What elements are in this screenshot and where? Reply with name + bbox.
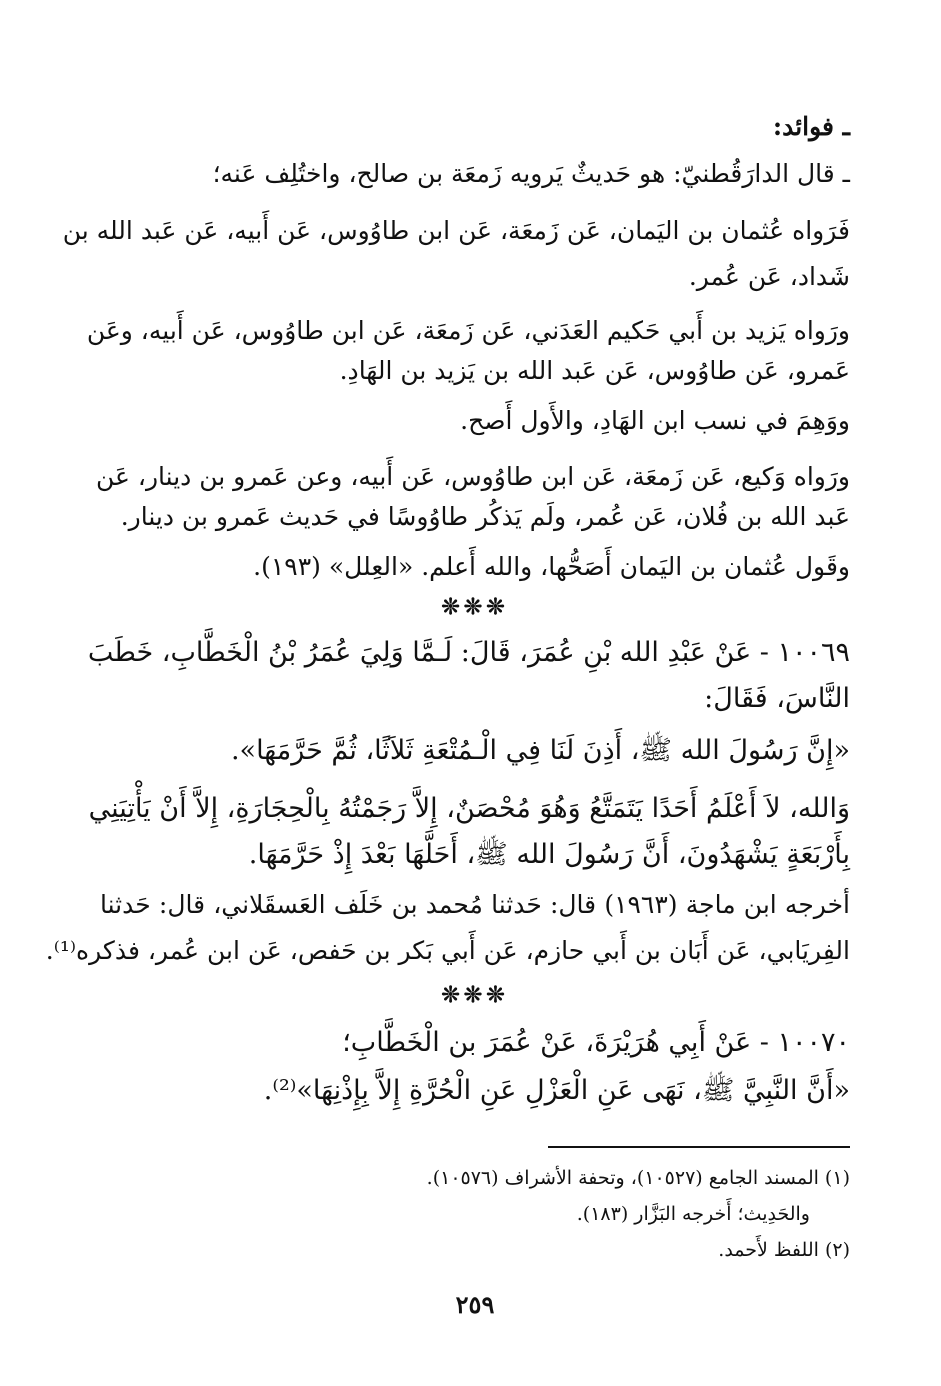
footnote: (١) المسند الجامع (١٠٥٢٧)، وتحفة الأشراف (١٠٥٧٦).: [426, 1167, 850, 1189]
paragraph-line: ـ قال الدارَقُطنيّ: هو حَديثٌ يَرويه زَمعَة بن صالح، واختُلِف عَنه؛: [212, 159, 850, 188]
takhrij-line: أخرجه ابن ماجة (١٩٦٣) قال: حَدثنا مُحمد بن خَلَف العَسقَلاني، قال: حَدثنا: [100, 890, 850, 919]
page-number: ٢٥٩: [455, 1290, 495, 1319]
hadith-line: النَّاسَ، فَقَالَ:: [704, 683, 850, 714]
paragraph-line: شَداد، عَن عُمر.: [688, 262, 850, 291]
section-separator: ❊❊❊: [441, 594, 509, 620]
hadith-line: «أَنَّ النَّبِيَّ ﷺ، نَهَى عَنِ الْعَزْلِ عَنِ الْحُرَّةِ إِلاَّ بِإِذْنِهَا»⁽²⁾.: [263, 1075, 850, 1106]
paragraph-line: ورَواه يَزيد بن أَبي حَكيم العَدَني، عَن زَمعَة، عَن ابن طاوُوس، عَن أَبيه، وعَن: [86, 316, 850, 345]
takhrij-line: الفِريَابي، عَن أَبَان بن أَبي حازم، عَن أَبي بَكر بن حَفص، عَن ابن عُمر، فذكره⁽¹⁾.: [45, 936, 850, 965]
document-page: [45, 110, 850, 1350]
hadith-line: «إِنَّ رَسُولَ الله ﷺ، أَذِنَ لَنَا فِي الْـمُتْعَةِ ثَلاَثًا، ثُمَّ حَرَّمَهَا».: [230, 735, 850, 766]
paragraph-line: عَمرو، عَن طاوُوس، عَن عَبد الله بن يَزيد بن الهَادِ.: [339, 356, 850, 385]
section-separator: ❊❊❊: [441, 982, 509, 1008]
paragraph-line: عَبد الله بن فُلان، عَن عُمر، ولَم يَذكُر طاوُوسًا في حَديث عَمرو بن دينار.: [120, 502, 850, 531]
fawaid-heading: ـ فوائد:: [772, 112, 850, 141]
paragraph-line: ووَهِمَ في نسب ابن الهَادِ، والأَول أَصح.: [460, 406, 850, 435]
paragraph-line: ورَواه وَكيع، عَن زَمعَة، عَن ابن طاوُوس، عَن أَبيه، وعن عَمرو بن دينار، عَن: [96, 462, 850, 491]
footnote: والحَدِيث؛ أَخرجه البَزَّار (١٨٣).: [576, 1203, 810, 1225]
hadith-line: وَالله، لاَ أَعْلَمُ أَحَدًا يَتَمَتَّعُ وَهُوَ مُحْصَنٌ، إِلاَّ رَجَمْتُهُ بِالْحِجَارَةِ، إِلاَّ أَنْ يَأْتِيَنِي: [88, 793, 850, 824]
hadith-line: ١٠٠٧٠ - عَنْ أَبِي هُرَيْرَةَ، عَنْ عُمَرَ بن الْخَطَّابِ؛: [342, 1027, 850, 1058]
paragraph-line: وقَول عُثمان بن اليَمان أَصَحُّها، والله أَعلم. «العِلل» (١٩٣).: [253, 552, 850, 581]
footnote: (٢) اللفظ لأَحمد.: [718, 1239, 850, 1261]
paragraph-line: فَرَواه عُثمان بن اليَمان، عَن زَمعَة، عَن ابن طاوُوس، عَن أَبيه، عَن عَبد الله بن: [62, 216, 850, 245]
footnote-divider: [548, 1146, 850, 1148]
hadith-line: ١٠٠٦٩ - عَنْ عَبْدِ الله بْنِ عُمَرَ، قَالَ: لَـمَّا وَلِيَ عُمَرُ بْنُ الْخَطَّابِ، خَطَبَ: [87, 637, 850, 668]
hadith-line: بِأَرْبَعَةٍ يَشْهَدُونَ، أَنَّ رَسُولَ الله ﷺ، أَحَلَّهَا بَعْدَ إِذْ حَرَّمَهَا.: [248, 839, 850, 870]
